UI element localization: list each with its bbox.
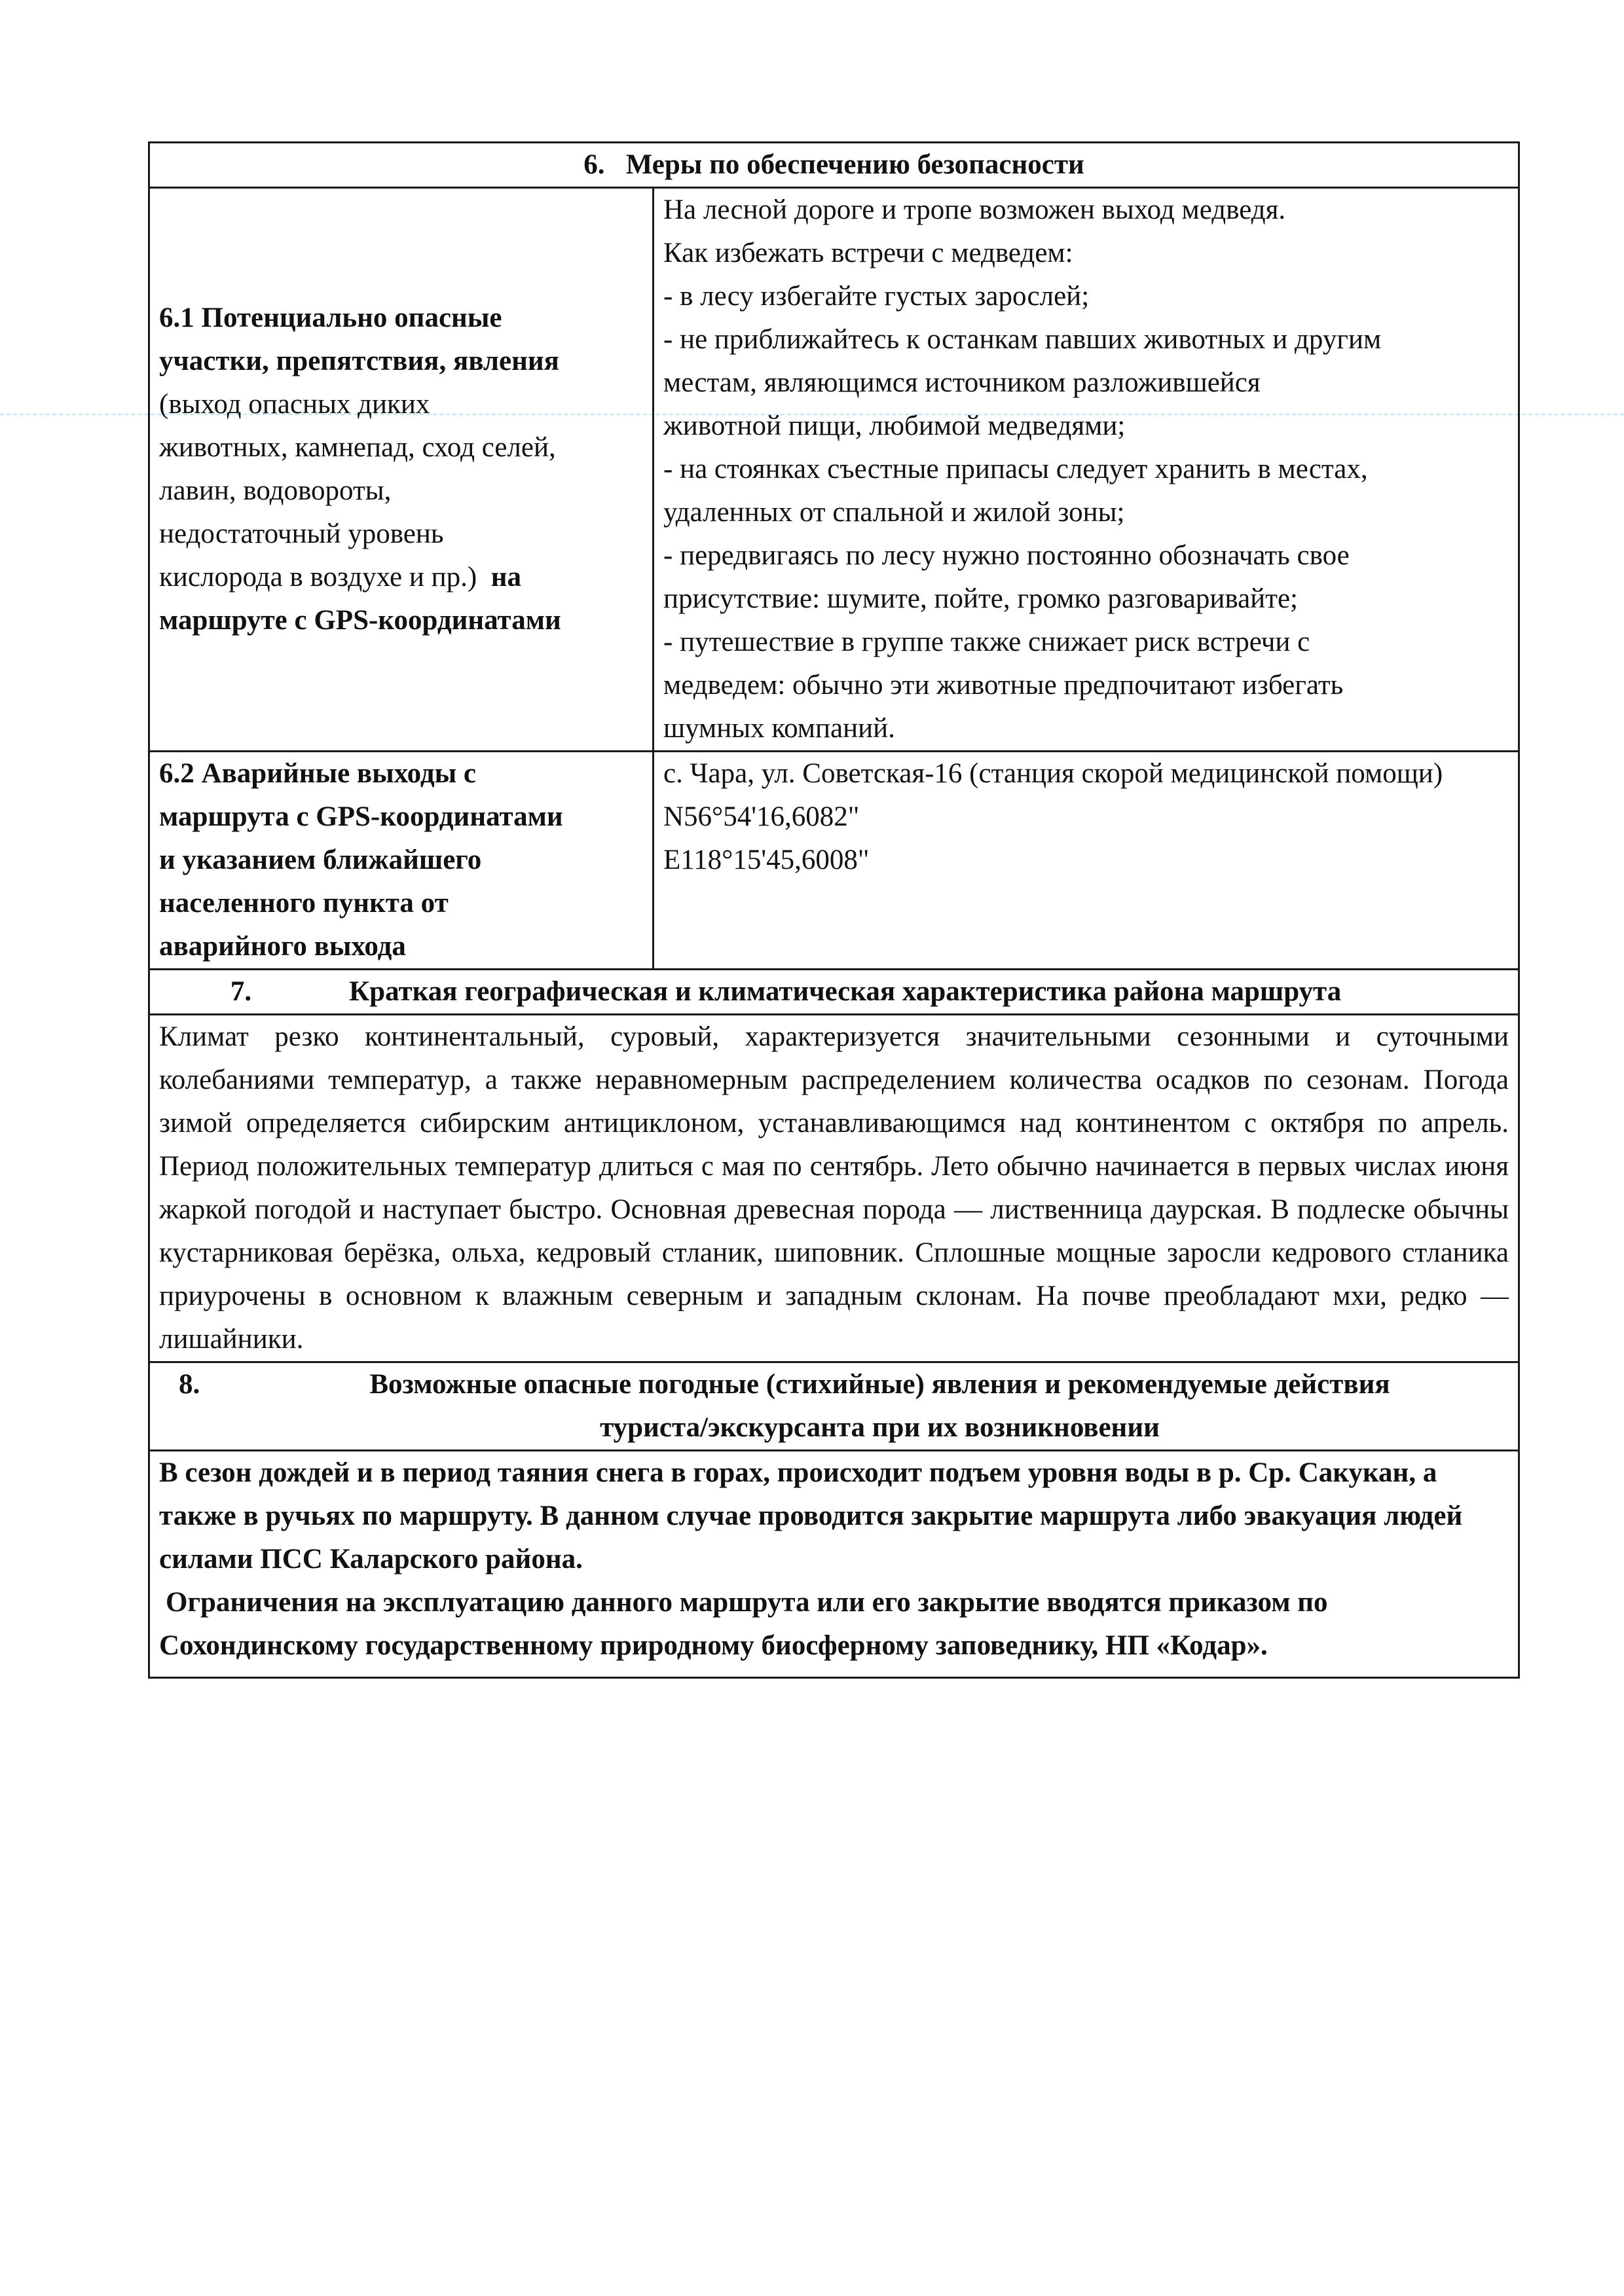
row-6-1-content xyxy=(654,188,1519,752)
row-6-1-label-line: маршруте с GPS-координатами xyxy=(159,605,561,636)
emergency-exit-address: с. Чара, ул. Советская-16 (станция скорой медицинской помощи) xyxy=(663,758,1443,789)
row-6-1-label-line: лавин, водовороты, xyxy=(159,475,392,506)
row-6-1-content-line: - в лесу избегайте густых зарослей; xyxy=(663,281,1090,312)
section-6-number: 6. xyxy=(583,149,605,180)
row-6-1-label-line: (выход опасных диких xyxy=(159,389,430,420)
coordinate-east: E118°15'45,6008" xyxy=(663,845,870,875)
row-6-1-content-line: животной пищи, любимой медведями; xyxy=(663,410,1126,441)
row-6-2 xyxy=(149,752,1519,970)
row-6-1-label-line-mixed xyxy=(159,556,643,599)
row-6-2-label-line: и указанием ближайшего xyxy=(159,845,482,875)
section-8-title-line: Возможные опасные погодные (стихийные) явления и рекомендуемые действия xyxy=(369,1369,1390,1400)
section-7-number: 7. xyxy=(230,976,252,1007)
section-8-title-line: туриста/экскурсанта при их возникновении xyxy=(600,1412,1160,1443)
row-6-1-content-line: местам, являющимся источником разложившейся xyxy=(663,367,1261,398)
section-8-header xyxy=(149,1362,1519,1451)
row-6-1-content-line: - на стоянках съестные припасы следует хранить в местах, xyxy=(663,454,1368,484)
row-6-1-label-bold-part: на xyxy=(490,562,521,592)
safety-table xyxy=(148,141,1520,1679)
row-6-1-content-line: медведем: обычно эти животные предпочитают избегать xyxy=(663,670,1344,701)
flood-warning-paragraph: В сезон дождей и в период таяния снега в горах, происходит подъем уровня воды в р. Ср. Сакукан, а также в ручьях по маршруту. В данном случае проводится закрытие маршрута либо эвакуация людей силами ПСС Каларского района. xyxy=(159,1457,1463,1575)
coordinate-north: N56°54'16,6082" xyxy=(663,801,860,832)
row-6-1-content-line: - путешествие в группе также снижает риск встречи с xyxy=(663,627,1310,657)
section-6-header-row xyxy=(149,143,1519,188)
section-6-title: Меры по обеспечению безопасности xyxy=(625,149,1084,180)
restrictions-paragraph xyxy=(159,1581,1509,1667)
row-6-1-label-line: животных, камнепад, сход селей, xyxy=(159,432,556,463)
row-6-1-content-line: - передвигаясь по лесу нужно постоянно обозначать свое xyxy=(663,540,1350,571)
section-7-body xyxy=(149,1015,1519,1362)
row-6-2-content xyxy=(654,752,1519,970)
row-6-1-label-line: участки, препятствия, явления xyxy=(159,346,559,376)
section-8-number: 8. xyxy=(179,1369,200,1400)
row-6-1-content-line: На лесной дороге и тропе возможен выход медведя. xyxy=(663,194,1286,225)
row-6-1-label xyxy=(149,188,654,752)
row-6-1-label-normal-part: кислорода в воздухе и пр.) xyxy=(159,562,477,592)
row-6-1-label-line: недостаточный уровень xyxy=(159,519,444,549)
row-6-1-content-line: шумных компаний. xyxy=(663,713,895,744)
row-6-1 xyxy=(149,188,1519,752)
row-6-1-content-line: удаленных от спальной и жилой зоны; xyxy=(663,497,1125,528)
row-6-1-content-line: присутствие: шумите, пойте, громко разговаривайте; xyxy=(663,583,1298,614)
section-8-body-row xyxy=(149,1451,1519,1678)
section-7-title: Краткая географическая и климатическая характеристика района маршрута xyxy=(349,976,1342,1007)
section-6-header xyxy=(149,143,1519,188)
row-6-1-content-line: - не приближайтесь к останкам павших животных и другим xyxy=(663,324,1382,355)
row-6-1-content-line: Как избежать встречи с медведем: xyxy=(663,238,1073,268)
row-6-2-label-line: населенного пункта от xyxy=(159,888,449,919)
climate-description: Климат резко континентальный, суровый, характеризуется значительными сезонными и суточными колебаниями температур, а также неравномерным распределением количества осадков по сезонам. Погода зимой определяется сибирским антициклоном, устанавливающимся над континентом с октября по апрель. Период положительных температур длиться с мая по сентябрь. Лето обычно начинается в первых числах июня жаркой погодой и наступает быстро. Основная древесная порода — лиственница даурская. В подлеске обычны кустарниковая берёзка, ольха, кедровый стланик, шиповник. Сплошные мощные заросли кедрового стланика приурочены в основном к влажным северным и западным склонам. На почве преобладают мхи, редко — лишайники. xyxy=(159,1021,1509,1355)
section-7-header xyxy=(149,970,1519,1015)
row-6-2-label xyxy=(149,752,654,970)
row-6-2-label-line: маршрута с GPS-координатами xyxy=(159,801,563,832)
restrictions-text: Ограничения на эксплуатацию данного маршрута или его закрытие вводятся приказом по Сохондинскому государственному природному биосферному заповеднику, НП «Кодар». xyxy=(159,1587,1328,1661)
row-6-1-label-line: 6.1 Потенциально опасные xyxy=(159,302,502,333)
section-8-header-row xyxy=(149,1362,1519,1451)
section-7-header-row xyxy=(149,970,1519,1015)
row-6-2-label-line: 6.2 Аварийные выходы с xyxy=(159,758,477,789)
section-7-body-row xyxy=(149,1015,1519,1362)
row-6-2-label-line: аварийного выхода xyxy=(159,931,406,962)
section-8-body xyxy=(149,1451,1519,1678)
